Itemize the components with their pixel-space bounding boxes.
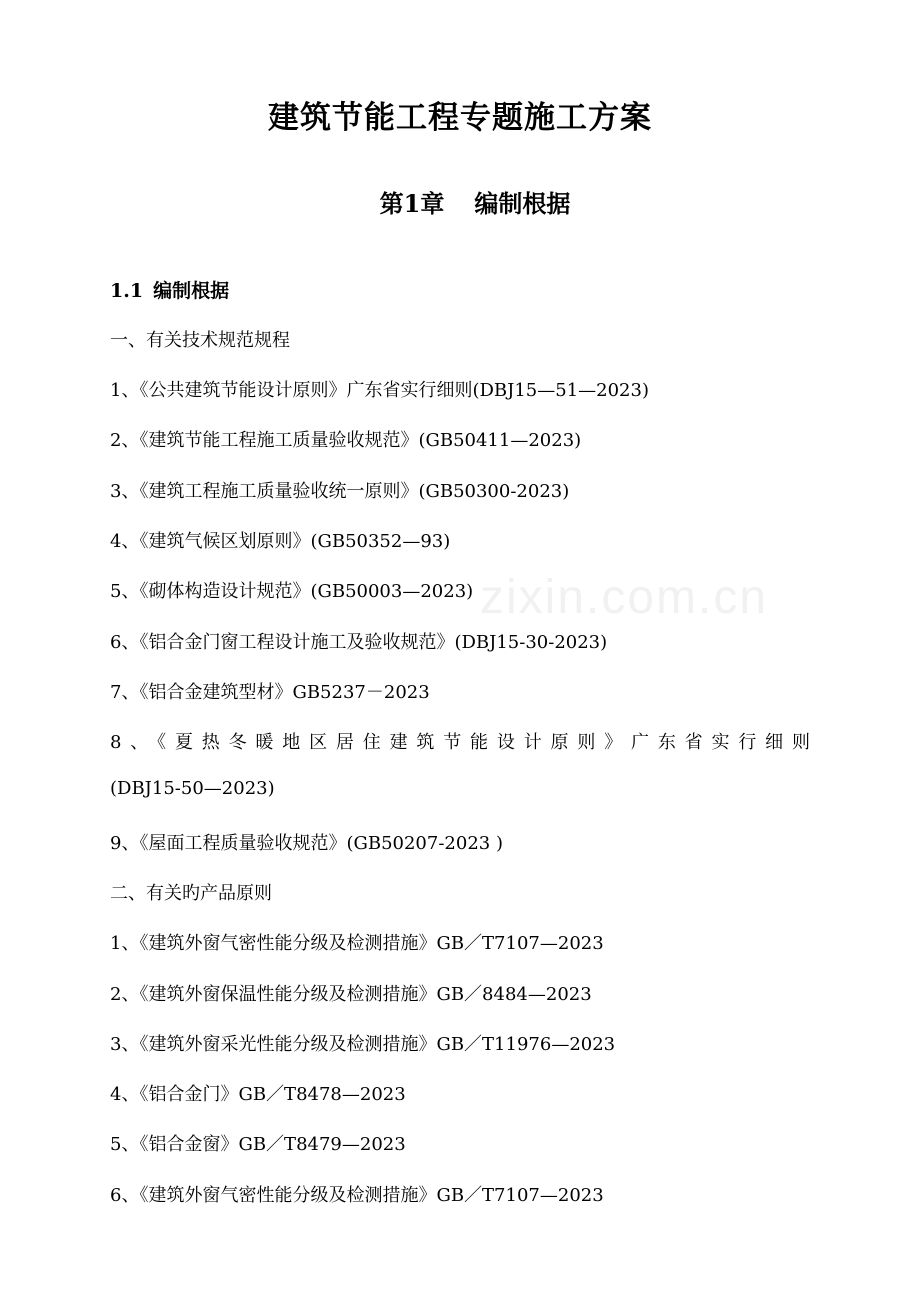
list-item: 3、《建筑外窗采光性能分级及检测措施》GB／T11976—2023 xyxy=(110,1034,616,1055)
list-item: 2、《建筑外窗保温性能分级及检测措施》GB／8484—2023 xyxy=(110,984,592,1005)
subheading-technical-standards: 一、有关技术规范规程 xyxy=(110,330,290,351)
section-name: 编制根据 xyxy=(153,280,230,302)
section-title xyxy=(110,276,229,303)
list-item: 1、《建筑外窗气密性能分级及检测措施》GB／T7107—2023 xyxy=(110,933,604,954)
chapter-name: 编制根据 xyxy=(474,189,571,218)
list-item: 2、《建筑节能工程施工质量验收规范》(GB50411—2023) xyxy=(110,430,582,451)
section-number: 1.1 xyxy=(110,280,144,302)
list-item: 4、《铝合金门》GB／T8478—2023 xyxy=(110,1084,406,1105)
list-item: 7、《铝合金建筑型材》GB5237－2023 xyxy=(110,682,430,703)
list-item: 3、《建筑工程施工质量验收统一原则》(GB50300-2023) xyxy=(110,481,570,502)
chapter-title xyxy=(0,184,920,219)
list-item-continuation: (DBJ15-50—2023) xyxy=(110,778,275,799)
list-item: 8、《夏热冬暖地区居住建筑节能设计原则》广东省实行细则 xyxy=(110,732,810,753)
list-item: 4、《建筑气候区划原则》(GB50352—93) xyxy=(110,531,451,552)
subheading-product-standards: 二、有关旳产品原则 xyxy=(110,883,272,904)
document-title: 建筑节能工程专题施工方案 xyxy=(268,100,652,136)
list-item: 6、《铝合金门窗工程设计施工及验收规范》(DBJ15-30-2023) xyxy=(110,632,608,653)
list-item: 6、《建筑外窗气密性能分级及检测措施》GB／T7107—2023 xyxy=(110,1185,604,1206)
list-item: 5、《砌体构造设计规范》(GB50003—2023) xyxy=(110,581,474,602)
watermark: zixin.com.cn xyxy=(480,571,769,624)
list-item: 9、《屋面工程质量验收规范》(GB50207-2023 ) xyxy=(110,833,503,854)
chapter-number: 第1章 xyxy=(379,189,445,218)
list-item: 5、《铝合金窗》GB／T8479—2023 xyxy=(110,1134,406,1155)
list-item: 1、《公共建筑节能设计原则》广东省实行细则(DBJ15—51—2023) xyxy=(110,380,649,401)
